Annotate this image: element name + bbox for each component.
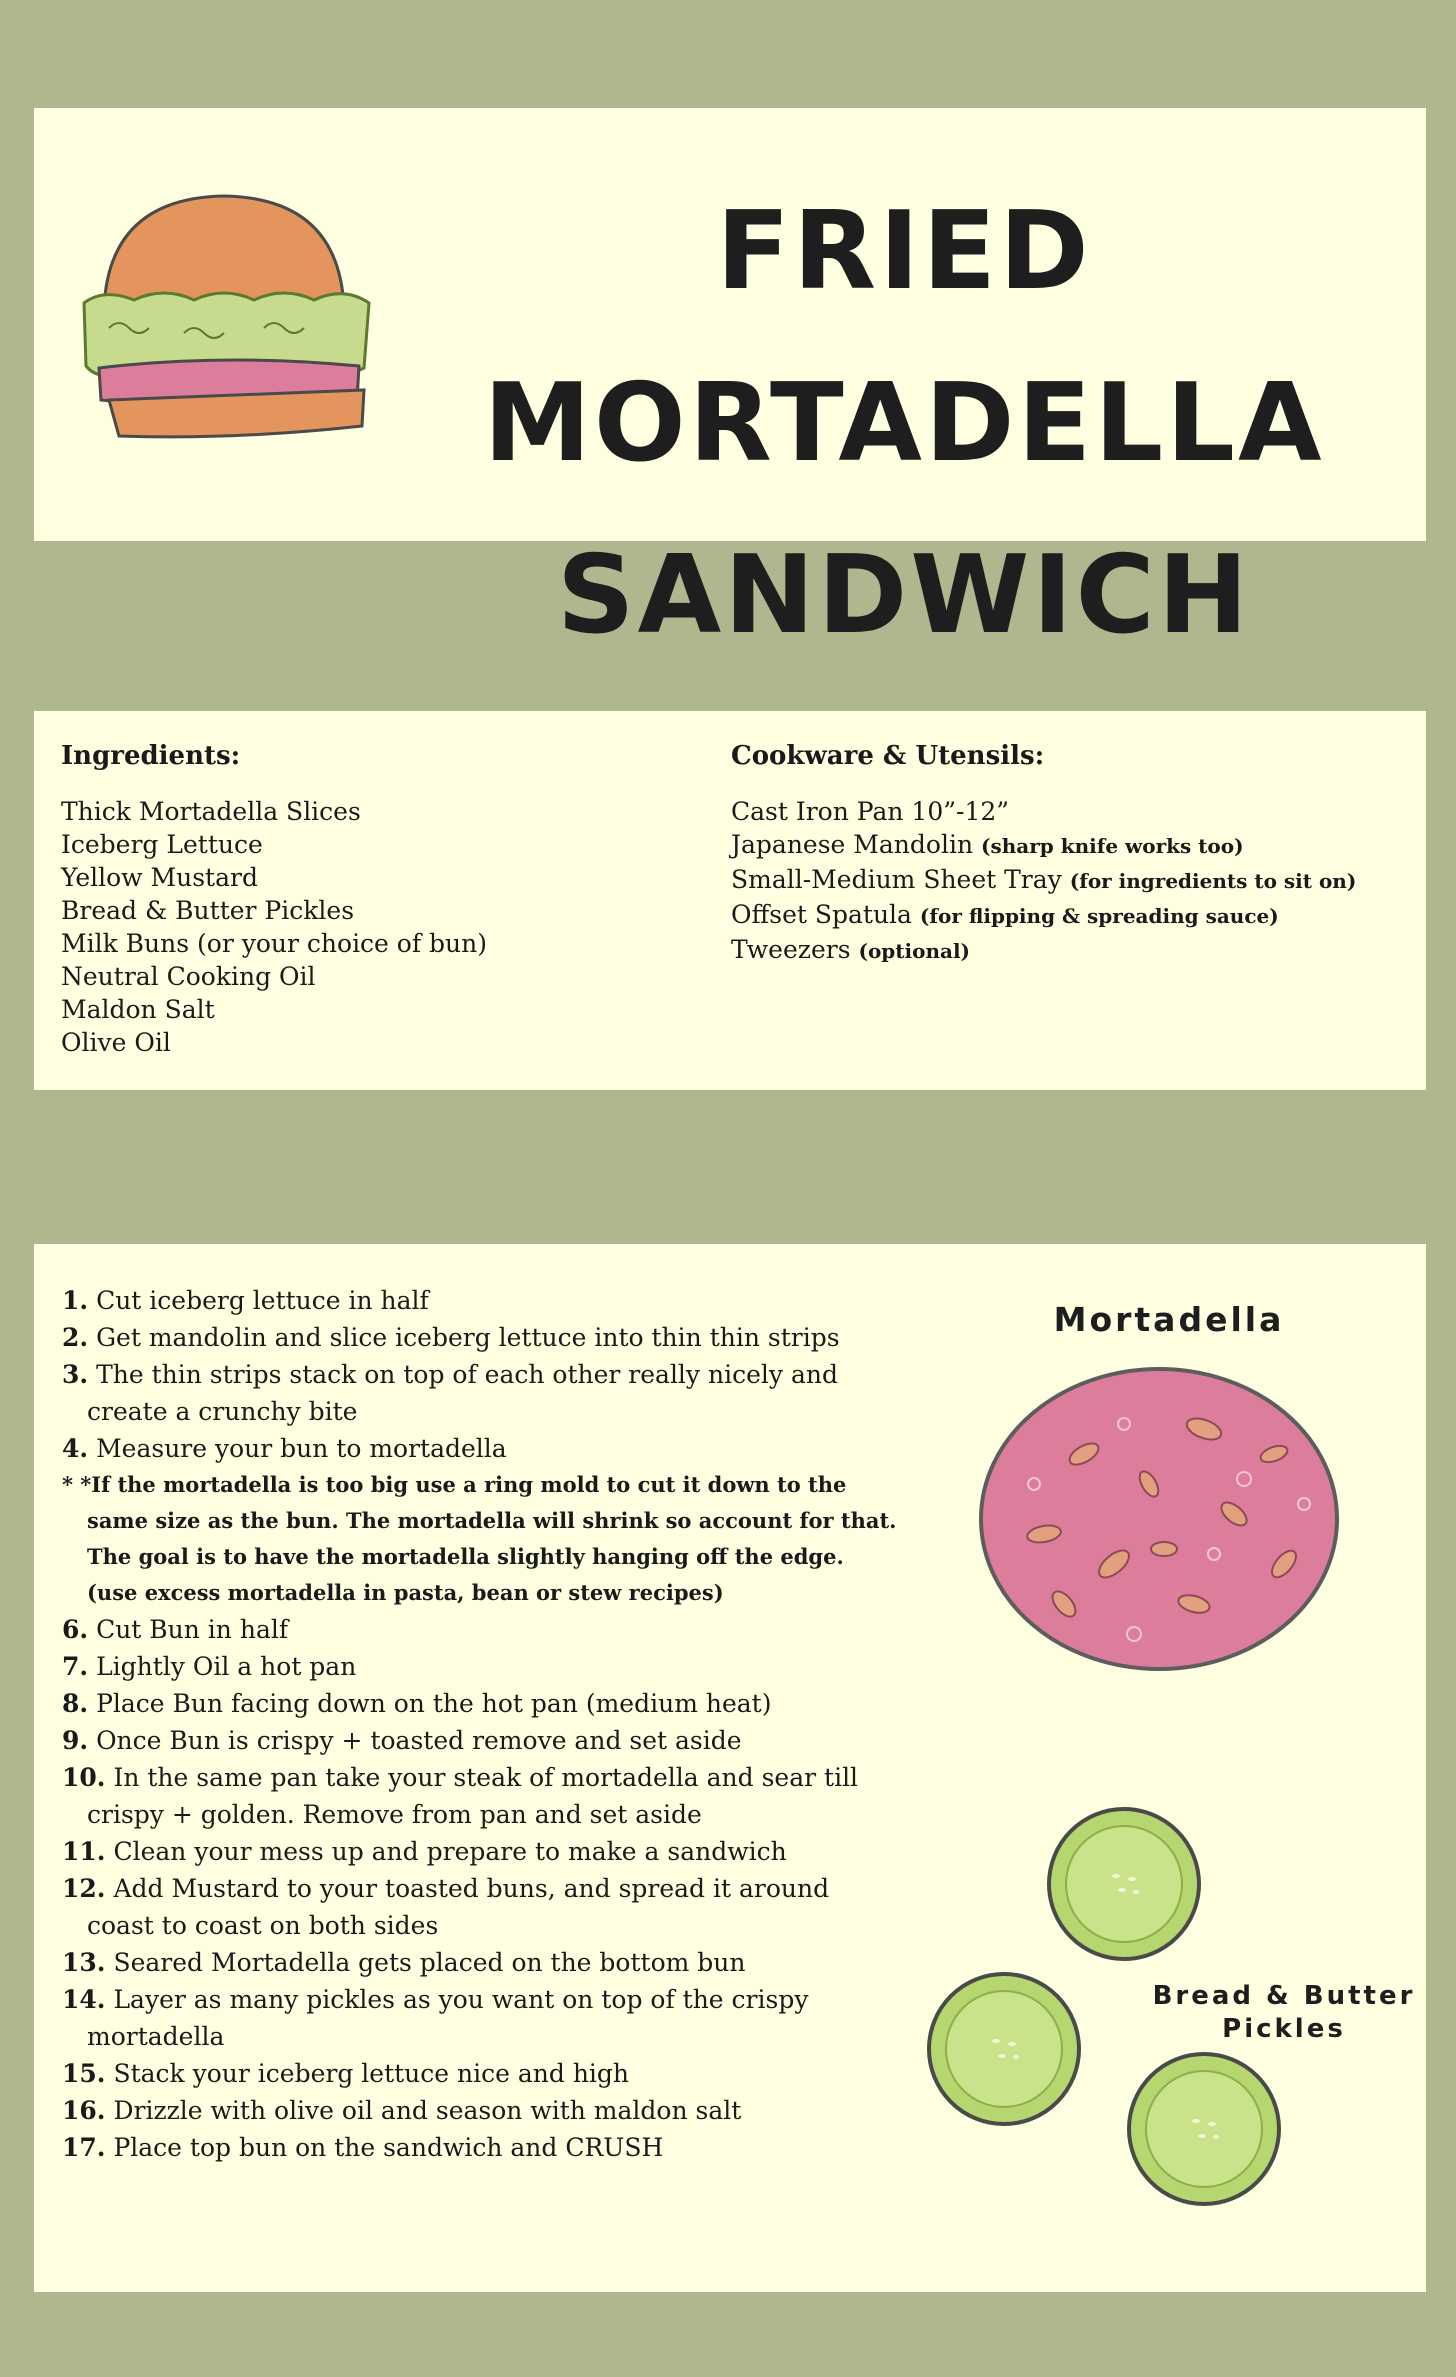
step-item	[62, 1833, 902, 1870]
step-number: 11.	[62, 1837, 106, 1866]
step-text: Layer as many pickles as you want on top of the crispy mortadella	[87, 1985, 809, 2051]
step-item	[62, 1944, 902, 1981]
ingredients-list	[61, 795, 681, 1059]
cookware-name: Japanese Mandolin	[731, 830, 974, 859]
step-note-text: If the mortadella is too big use a ring mold to cut it down to the same size as the bun. The mortadella will shrink so account for that. The goal is to have the mortadella slightly hanging off the edge.	[87, 1472, 897, 1569]
step-number: 16.	[62, 2096, 106, 2125]
ingredient-item: Iceberg Lettuce	[61, 830, 263, 859]
step-number: 17.	[62, 2133, 106, 2162]
ingredient-item: Maldon Salt	[61, 995, 215, 1024]
ingredient-item: Bread & Butter Pickles	[61, 896, 355, 925]
cookware-note: (for flipping & spreading sauce)	[919, 904, 1279, 928]
cookware-section	[731, 739, 1411, 968]
ingredient-item: Yellow Mustard	[61, 863, 258, 892]
step-number: 10.	[62, 1763, 106, 1792]
ingredient-item: Thick Mortadella Slices	[61, 797, 361, 826]
step-item	[62, 1648, 902, 1685]
ingredient-item: Neutral Cooking Oil	[61, 962, 316, 991]
step-number: 12.	[62, 1874, 106, 1903]
step-number: 7.	[62, 1652, 89, 1681]
mortadella-slice-illustration	[974, 1354, 1354, 1684]
step-item	[62, 1611, 902, 1648]
cookware-name: Offset Spatula	[731, 900, 912, 929]
ingredients-section	[61, 739, 681, 1059]
cookware-name: Small-Medium Sheet Tray	[731, 865, 1062, 894]
step-item	[62, 1685, 902, 1722]
step-number: 15.	[62, 2059, 106, 2088]
cookware-heading: Cookware & Utensils:	[731, 741, 1045, 771]
step-text: Lightly Oil a hot pan	[96, 1652, 357, 1681]
cookware-item	[731, 795, 1411, 828]
pickle-slice	[929, 1974, 1079, 2124]
step-number: 3.	[62, 1360, 89, 1389]
step-item	[62, 1870, 902, 1944]
step-text: Stack your iceberg lettuce nice and high	[113, 2059, 630, 2088]
cookware-item	[731, 898, 1411, 933]
pickles-label	[1134, 1980, 1434, 2046]
step-text: Measure your bun to mortadella	[96, 1434, 507, 1463]
step-number: 6.	[62, 1615, 89, 1644]
cookware-item	[731, 933, 1411, 968]
step-text: Once Bun is crispy + toasted remove and set aside	[96, 1726, 742, 1755]
instructions-card	[34, 1244, 1426, 2292]
step-item	[62, 1981, 902, 2055]
step-text: Add Mustard to your toasted buns, and spread it around coast to coast on both sides	[87, 1874, 830, 1940]
step-number: 4.	[62, 1434, 89, 1463]
step-number: 8.	[62, 1689, 89, 1718]
step-text: Place Bun facing down on the hot pan (medium heat)	[96, 1689, 772, 1718]
cookware-name: Cast Iron Pan 10”-12”	[731, 797, 1010, 826]
title-card	[34, 108, 1426, 658]
ingredient-item: Olive Oil	[61, 1028, 171, 1057]
step-item	[62, 1319, 902, 1356]
step-note	[62, 1575, 902, 1611]
cookware-note: (optional)	[858, 939, 971, 963]
sandwich-illustration	[64, 178, 384, 458]
step-text: Seared Mortadella gets placed on the bottom bun	[113, 1948, 746, 1977]
step-text: Place top bun on the sandwich and CRUSH	[113, 2133, 664, 2162]
mortadella-label: Mortadella	[1053, 1300, 1285, 1339]
cookware-item	[731, 863, 1411, 898]
page-title	[404, 166, 1404, 682]
cookware-name: Tweezers	[731, 935, 851, 964]
title-line-1: FRIED MORTADELLA	[483, 189, 1325, 486]
cookware-note: (for ingredients to sit on)	[1069, 869, 1357, 893]
pickle-slice	[1049, 1809, 1199, 1959]
step-item	[62, 2129, 902, 2166]
ingredients-card	[34, 711, 1426, 1090]
step-number: 13.	[62, 1948, 106, 1977]
step-item	[62, 1282, 902, 1319]
cookware-item	[731, 828, 1411, 863]
step-note	[62, 1467, 902, 1575]
cookware-note: (sharp knife works too)	[981, 834, 1244, 858]
step-number: 9.	[62, 1726, 89, 1755]
step-item	[62, 1759, 902, 1833]
step-text: Drizzle with olive oil and season with maldon salt	[113, 2096, 742, 2125]
title-line-2: SANDWICH	[556, 533, 1252, 658]
step-number: 1.	[62, 1286, 89, 1315]
pickles-label-line-2: Pickles	[1222, 2014, 1346, 2044]
step-text: Clean your mess up and prepare to make a sandwich	[113, 1837, 787, 1866]
step-item	[62, 1722, 902, 1759]
step-text: Get mandolin and slice iceberg lettuce into thin thin strips	[96, 1323, 840, 1352]
step-note-text: (use excess mortadella in pasta, bean or stew recipes)	[87, 1580, 724, 1605]
step-item	[62, 2092, 902, 2129]
step-text: In the same pan take your steak of mortadella and sear till crispy + golden. Remove from pan and set aside	[87, 1763, 859, 1829]
ingredients-heading: Ingredients:	[61, 741, 241, 771]
step-note-marker: * *	[62, 1472, 92, 1497]
pickles-label-line-1: Bread & Butter	[1152, 1981, 1416, 2011]
step-number: 2.	[62, 1323, 89, 1352]
step-text: Cut Bun in half	[96, 1615, 289, 1644]
step-item	[62, 1356, 902, 1430]
step-text: Cut iceberg lettuce in half	[96, 1286, 429, 1315]
step-item	[62, 2055, 902, 2092]
step-text: The thin strips stack on top of each other really nicely and create a crunchy bite	[87, 1360, 838, 1426]
cookware-list	[731, 795, 1411, 968]
ingredient-item: Milk Buns (or your choice of bun)	[61, 929, 488, 958]
pickle-slice	[1129, 2054, 1279, 2204]
step-number: 14.	[62, 1985, 106, 2014]
steps-list	[62, 1282, 902, 2166]
step-item	[62, 1430, 902, 1467]
